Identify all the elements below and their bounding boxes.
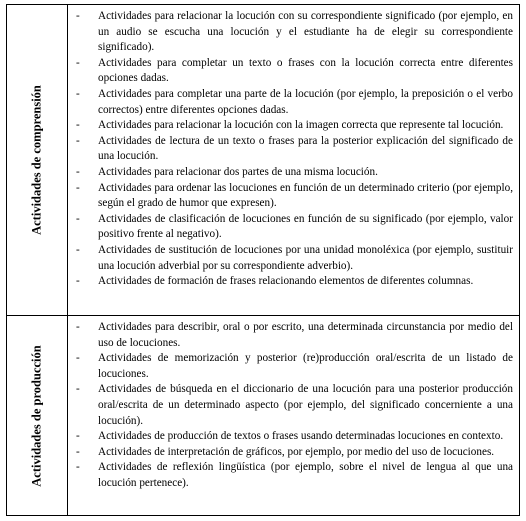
list-bullet: -	[76, 243, 80, 256]
row-items-cell	[68, 5, 519, 315]
list-bullet: -	[76, 275, 80, 288]
table-row-comprension	[7, 5, 519, 316]
activity-text: Actividades para relacionar la locución con su correspondiente significado (por ejemplo, en un audio se escucha una locución y el estudiante ha de elegir su correspondiente significado).	[98, 10, 513, 54]
list-item	[68, 382, 513, 429]
list-item	[68, 445, 513, 461]
list-item	[68, 134, 513, 165]
list-item	[68, 351, 513, 382]
list-item	[68, 429, 513, 445]
activities-table	[6, 4, 520, 516]
row-items-cell	[68, 316, 519, 515]
list-bullet: -	[76, 119, 80, 132]
activity-text: Actividades de sustitución de locuciones por una unidad monoléxica (por ejemplo, sustituir una locución adverbial por su correspondiente adverbio).	[98, 243, 513, 272]
row-label: Actividades de comprensión	[29, 85, 44, 235]
list-bullet: -	[76, 430, 80, 443]
list-bullet: -	[76, 181, 80, 194]
activity-list	[68, 5, 519, 290]
activity-text: Actividades para relacionar la locución con la imagen correcta que represente tal locución.	[98, 119, 504, 132]
list-item	[68, 181, 513, 212]
activity-list	[68, 316, 519, 492]
list-bullet: -	[76, 352, 80, 365]
list-item	[68, 212, 513, 243]
activity-text: Actividades de reflexión lingüística (por ejemplo, sobre el nivel de lengua al que una locución pertenece).	[98, 461, 513, 489]
list-item	[68, 243, 513, 274]
activity-text: Actividades para ordenar las locuciones en función de un determinado criterio (por ejemplo, según el grado de humor que expresen).	[98, 181, 513, 210]
list-item	[68, 320, 513, 351]
list-bullet: -	[76, 445, 80, 458]
list-bullet: -	[76, 165, 80, 178]
activity-text: Actividades de búsqueda en el diccionario de una locución para una posterior producción oral/escrita de un determinado aspecto (por ejemplo, del significado concerniente a una locución).	[98, 383, 513, 427]
activity-text: Actividades de interpretación de gráficos, por ejemplo, por medio del uso de locuciones.	[98, 445, 495, 458]
activity-text: Actividades de memorización y posterior (re)producción oral/escrita de un listado de locuciones.	[98, 352, 513, 380]
activity-text: Actividades para completar un texto o frases con la locución correcta entre diferentes opciones dadas.	[98, 56, 513, 85]
list-item	[68, 56, 513, 87]
activity-text: Actividades para relacionar dos partes de una misma locución.	[98, 165, 378, 178]
row-label-cell	[7, 5, 68, 315]
activity-text: Actividades de formación de frases relacionando elementos de diferentes columnas.	[98, 275, 474, 288]
list-bullet: -	[76, 87, 80, 100]
list-item	[68, 118, 513, 134]
row-label: Actividades de producción	[29, 344, 44, 487]
list-item	[68, 274, 513, 290]
activity-text: Actividades para completar una parte de la locución (por ejemplo, la preposición o el verbo correctos) entre diferentes opciones dadas.	[98, 87, 513, 116]
list-item	[68, 9, 513, 56]
list-bullet: -	[76, 383, 80, 396]
list-item	[68, 87, 513, 118]
list-bullet: -	[76, 134, 80, 147]
activity-text: Actividades de producción de textos o frases usando determinadas locuciones en contexto.	[98, 430, 504, 443]
list-bullet: -	[76, 461, 80, 474]
activity-text: Actividades de lectura de un texto o frases para la posterior explicación del significado de una locución.	[98, 134, 513, 163]
list-bullet: -	[76, 212, 80, 225]
list-bullet: -	[76, 321, 80, 333]
list-item	[68, 460, 513, 491]
table-row-produccion	[7, 316, 519, 515]
list-bullet: -	[76, 56, 80, 69]
list-item	[68, 165, 513, 181]
row-label-cell	[7, 316, 68, 515]
list-bullet: -	[76, 10, 80, 22]
activity-text: Actividades de clasificación de locuciones en función de su significado (por ejemplo, valor positivo frente al negativo).	[98, 212, 513, 241]
activity-text: Actividades para describir, oral o por escrito, una determinada circunstancia por medio del uso de locuciones.	[98, 321, 513, 349]
